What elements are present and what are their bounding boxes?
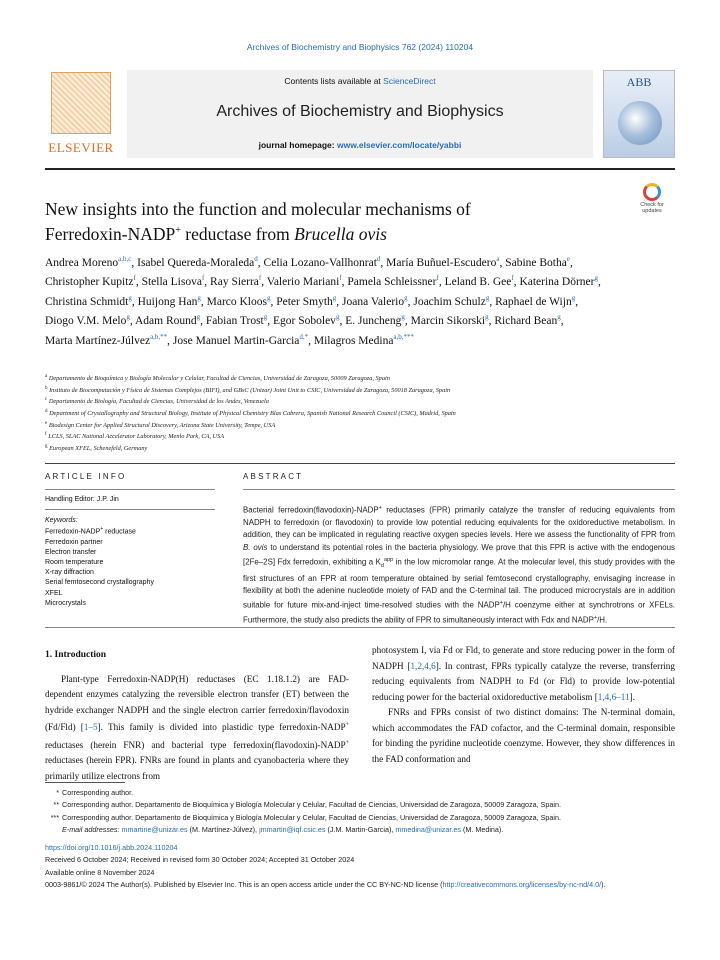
received-dates: Received 6 October 2024; Received in revised form 30 October 2024; Accepted 31 October 2024 bbox=[45, 855, 355, 865]
protein-structure-icon bbox=[618, 101, 662, 145]
footnote-divider bbox=[45, 782, 125, 783]
contents-line: Contents lists available at ScienceDirect bbox=[284, 76, 436, 86]
email-link[interactable]: jmmartin@iqf.csic.es bbox=[259, 825, 326, 835]
footnote: * Corresponding author. bbox=[56, 788, 134, 797]
affiliation-item: $^b$ Instituto de Biocomputación y Física de Sistemas Complejos (BIFI), and GBsC (Unizar) Joint Unit to CSIC, Universidad de Zaragoza, 50018 Zaragoza, Spain bbox=[45, 385, 451, 394]
abstract-panel bbox=[243, 472, 675, 627]
author-name[interactable]: Marco Kloos$^g$ bbox=[206, 293, 271, 308]
elsevier-tree-icon bbox=[51, 72, 111, 134]
author-name[interactable]: Celia Lozano-Vallhonrat$^d$ bbox=[263, 255, 381, 269]
author-name[interactable]: Egor Sobolev$^g$ bbox=[273, 313, 340, 328]
body-column-left bbox=[45, 648, 349, 784]
affiliation-item: $^e$ Biodesign Center for Applied Structural Discovery, Arizona State University, Tempe, USA bbox=[45, 420, 276, 429]
abstract-text: Bacterial ferredoxin(flavodoxin)-NADP+ reductases (FPR) primarily catalyze the transfer of reducing equivalents from NADPH to ferredoxin (or flavodoxin) to provide low potential reducing equivalents for the oxidoreductive metabolism. In addition, they can be implicated in regulating reactive oxygen species levels. Here we assess the functionality of FPR from B. ovis to understand its potential roles in the bacteria physiology. We prove that this FPR is active with the endogenous [2Fe–2S] Fdx ferredoxin, exhibiting a $K_d^{app}$ in the low micromolar range. At the molecular level, this study provides with the first structures of an FPR at room temperature obtained by serial femtosecond crystallography, envisaging increase in flexibility at both the adenine nucleotide moiety of FAD and the C-terminal tail. The produced microcrystals are in addition suitable for future mix-and-inject time-resolved studies with the NADP+/H coenzyme either at synchrotrons or XFELs. Furthermore, the study also predicts the ability of FPR to simultaneously interact with Fdx and NADP+/H. bbox=[243, 505, 675, 625]
author-name[interactable]: Pamela Schleissner$^f$ bbox=[347, 274, 439, 289]
author-list: Andrea Moreno$^{a,b,c}$, Isabel Quereda-Moraleda$^d$, Celia Lozano-Vallhonrat$^d$, María Buñuel-Escudero$^a$, Sabine Botha$^e$, Christopher Kupitz$^f$, Stella Lisova$^f$, Ray Sierra$^f$, Valerio Mariani$^f$, Pamela Schleissner$^f$, Leland B. Gee$^f$, Katerina Dörner$^g$, Christina Schmidt$^g$, Huijong Han$^g$, Marco Kloos$^g$, Peter Smyth$^g$, Joana Valerio$^g$, Joachim Schulz$^g$, Raphael de Wijn$^g$, Diogo V.M. Melo$^g$, Adam Round$^g$, Fabian Trost$^g$, Egor Sobolev$^g$, E. Juncheng$^g$, Marcin Sikorski$^g$, Richard Bean$^g$, Marta Martínez-Júlvez$^{a,b,**}$, Jose Manuel Martin-Garcia$^{d,*}$, Milagros Medina$^{a,b,***}$ bbox=[45, 255, 601, 347]
homepage-link[interactable]: www.elsevier.com/locate/yabbi bbox=[336, 140, 462, 150]
keyword-item: Ferredoxin partner bbox=[45, 538, 103, 546]
keyword-list bbox=[45, 524, 215, 609]
section-heading-introduction: 1. Introduction bbox=[45, 650, 107, 660]
keyword-item: Serial femtosecond crystallography bbox=[45, 579, 154, 587]
author-name[interactable]: Andrea Moreno$^{a,b,c}$ bbox=[45, 255, 132, 269]
affiliation-item: $^c$ Departamento de Biología, Facultad de Ciencias, Universidad de los Andes, Venezuela bbox=[45, 397, 269, 406]
author-name[interactable]: Ray Sierra$^f$ bbox=[210, 274, 262, 289]
abstract-heading: ABSTRACT bbox=[243, 472, 304, 481]
check-updates-icon bbox=[643, 183, 661, 201]
email-link[interactable]: mmartine@unizar.es bbox=[121, 825, 188, 835]
paragraph: photosystem I, via Fd or Fld, to generate and store reducing power in the form of NADPH [1,2,4,6]. In contrast, FPRs typically catalyze the reverse, transferring reducing equivalents from NADPH to Fd (or Fld) to provide low-potential reducing power for the bacterial oxidoreductive metabolism [1,4,6–11]. bbox=[372, 645, 675, 702]
author-name[interactable]: E. Juncheng$^g$ bbox=[345, 313, 405, 328]
check-updates-label: Check for updates bbox=[640, 202, 664, 214]
keyword-item: Microcrystals bbox=[45, 599, 86, 607]
reference-link[interactable]: 1,4,6–11 bbox=[597, 691, 630, 702]
paragraph: FNRs and FPRs consist of two distinct domains: The N-terminal domain, which accommodates the FAD cofactor, and the C-terminal domain, responsible for binding the pyridine nucleotide coenzyme. However, they show differences in the FAD conformation and bbox=[372, 707, 675, 764]
article-info-panel bbox=[45, 472, 215, 609]
author-name[interactable]: Joachim Schulz$^g$ bbox=[413, 293, 490, 308]
author-name[interactable]: Marcin Sikorski$^g$ bbox=[410, 313, 489, 328]
section-divider bbox=[45, 463, 675, 464]
publisher-name: ELSEVIER bbox=[48, 140, 114, 155]
keyword-item: XFEL bbox=[45, 589, 63, 597]
author-name[interactable]: Sabine Botha$^e$ bbox=[505, 255, 570, 269]
footnote: ** Corresponding author. Departamento de Bioquímica y Biología Molecular y Celular, Facultad de Ciencias, Universidad de Zaragoza, 50009 Zaragoza, Spain. bbox=[53, 800, 562, 810]
journal-header bbox=[45, 70, 675, 162]
handling-editor: Handling Editor: J.P. Jin bbox=[45, 496, 119, 503]
journal-title: Archives of Biochemistry and Biophysics bbox=[216, 103, 504, 120]
email-addresses: E-mail addresses: mmartine@unizar.es (M. Martínez-Júlvez), jmmartin@iqf.csic.es (J.M. Martin-Garcia), mmedina@unizar.es (M. Medina). bbox=[62, 825, 504, 835]
doi-link[interactable]: https://doi.org/10.1016/j.abb.2024.110204 bbox=[45, 843, 178, 852]
author-name[interactable]: Richard Bean$^g$ bbox=[494, 313, 561, 328]
footnote: *** Corresponding author. Departamento de Bioquímica y Biología Molecular y Celular, Facultad de Ciencias, Universidad de Zaragoza, 50009 Zaragoza, Spain. bbox=[50, 812, 562, 822]
publication-info bbox=[45, 842, 685, 892]
keyword-item: Electron transfer bbox=[45, 548, 97, 556]
affiliation-item: $^g$ European XFEL, Schenefeld, Germany bbox=[45, 444, 148, 453]
author-name[interactable]: Marta Martínez-Júlvez$^{a,b,**}$ bbox=[45, 332, 168, 347]
author-name[interactable]: Isabel Quereda-Moraleda$^d$ bbox=[137, 255, 258, 269]
homepage-line: journal homepage: www.elsevier.com/locate/yabbi bbox=[258, 140, 462, 150]
author-name[interactable]: Christopher Kupitz$^f$ bbox=[45, 274, 136, 289]
author-name[interactable]: Katerina Dörner$^g$ bbox=[519, 274, 598, 289]
journal-cover-image[interactable] bbox=[603, 70, 675, 158]
author-name[interactable]: Joana Valerio$^g$ bbox=[342, 293, 408, 308]
author-name[interactable]: Valerio Mariani$^f$ bbox=[266, 274, 342, 289]
keyword-item: Room temperature bbox=[45, 558, 104, 566]
affiliation-item: $^f$ LCLS, SLAC National Accelerator Laboratory, Menlo Park, CA, USA bbox=[45, 432, 225, 441]
author-name[interactable]: Leland B. Gee$^f$ bbox=[444, 274, 514, 289]
author-name[interactable]: Huijong Han$^g$ bbox=[137, 293, 201, 308]
affiliation-item: $^a$ Departamento de Bioquímica y Biología Molecular y Celular, Facultad de Ciencias, Universidad de Zaragoza, 50009 Zaragoza, Spain bbox=[45, 374, 390, 383]
article-info-heading: ARTICLE INFO bbox=[45, 472, 127, 481]
article-title: New insights into the function and molecular mechanisms of Ferredoxin-NADP+ reductase from Brucella ovis bbox=[45, 199, 471, 244]
author-name[interactable]: Milagros Medina$^{a,b,***}$ bbox=[313, 332, 415, 347]
author-name[interactable]: Christina Schmidt$^g$ bbox=[45, 293, 132, 308]
author-name[interactable]: Raphael de Wijn$^g$ bbox=[495, 293, 576, 308]
section-divider bbox=[45, 627, 675, 628]
license-link[interactable]: http://creativecommons.org/licenses/by-nc-nd/4.0/ bbox=[442, 880, 602, 890]
footnotes bbox=[45, 787, 685, 837]
email-link[interactable]: mmedina@unizar.es bbox=[395, 825, 461, 835]
author-name[interactable]: Stella Lisova$^f$ bbox=[141, 274, 205, 289]
journal-banner bbox=[127, 70, 593, 158]
body-column-right bbox=[372, 643, 675, 767]
license-statement: 0003-9861/© 2024 The Author(s). Published by Elsevier Inc. This is an open access article under the CC BY-NC-ND license (http://creativecommons.org/licenses/by-nc-nd/4.0/). bbox=[45, 880, 606, 890]
keywords-label: Keywords: bbox=[45, 517, 78, 524]
keyword-item: X-ray diffraction bbox=[45, 569, 94, 577]
journal-citation[interactable]: Archives of Biochemistry and Biophysics 762 (2024) 110204 bbox=[246, 42, 474, 52]
affiliation-list bbox=[45, 372, 665, 454]
check-for-updates-button[interactable] bbox=[632, 183, 672, 217]
author-name[interactable]: Adam Round$^g$ bbox=[135, 313, 201, 328]
sciencedirect-link[interactable]: ScienceDirect bbox=[383, 76, 436, 86]
affiliation-item: $^d$ Department of Crystallography and Structural Biology, Institute of Physical Chemistry Blas Cabrera, Spanish National Research Council (CSIC), Madrid, Spain bbox=[45, 409, 456, 418]
author-name[interactable]: Jose Manuel Martin-Garcia$^{d,*}$ bbox=[172, 332, 309, 347]
reference-link[interactable]: 1–5 bbox=[83, 722, 98, 733]
author-name[interactable]: Fabian Trost$^g$ bbox=[205, 313, 268, 328]
header-divider bbox=[45, 168, 675, 170]
keyword-item: Ferredoxin-NADP+ reductase bbox=[45, 526, 136, 536]
paragraph: Plant-type Ferredoxin-NADP(H) reductases (EC 1.18.1.2) are FAD-dependent enzymes catalyzing the reversible electron transfer (ET) between the hydride exchanger NADPH and the single electron carrier ferredoxin/flavodoxin (Fd/Fld) [1–5]. This family is divided into plastidic type ferredoxin-NADP+ reductases (herein FNR) and bacterial type ferredoxin(flavodoxin)-NADP+ reductases (herein FPR). FNRs are found in plants and cyanobacteria where they primarily utilize electrons from bbox=[45, 673, 349, 781]
reference-link[interactable]: 1,2,4,6 bbox=[410, 660, 436, 671]
available-date: Available online 8 November 2024 bbox=[45, 867, 155, 877]
author-name[interactable]: Diogo V.M. Melo$^g$ bbox=[45, 313, 130, 328]
elsevier-logo[interactable] bbox=[45, 70, 117, 158]
author-name[interactable]: María Buñuel-Escudero$^a$ bbox=[386, 255, 500, 269]
author-name[interactable]: Peter Smyth$^g$ bbox=[276, 293, 337, 308]
cover-abbreviation: ABB bbox=[626, 75, 652, 89]
